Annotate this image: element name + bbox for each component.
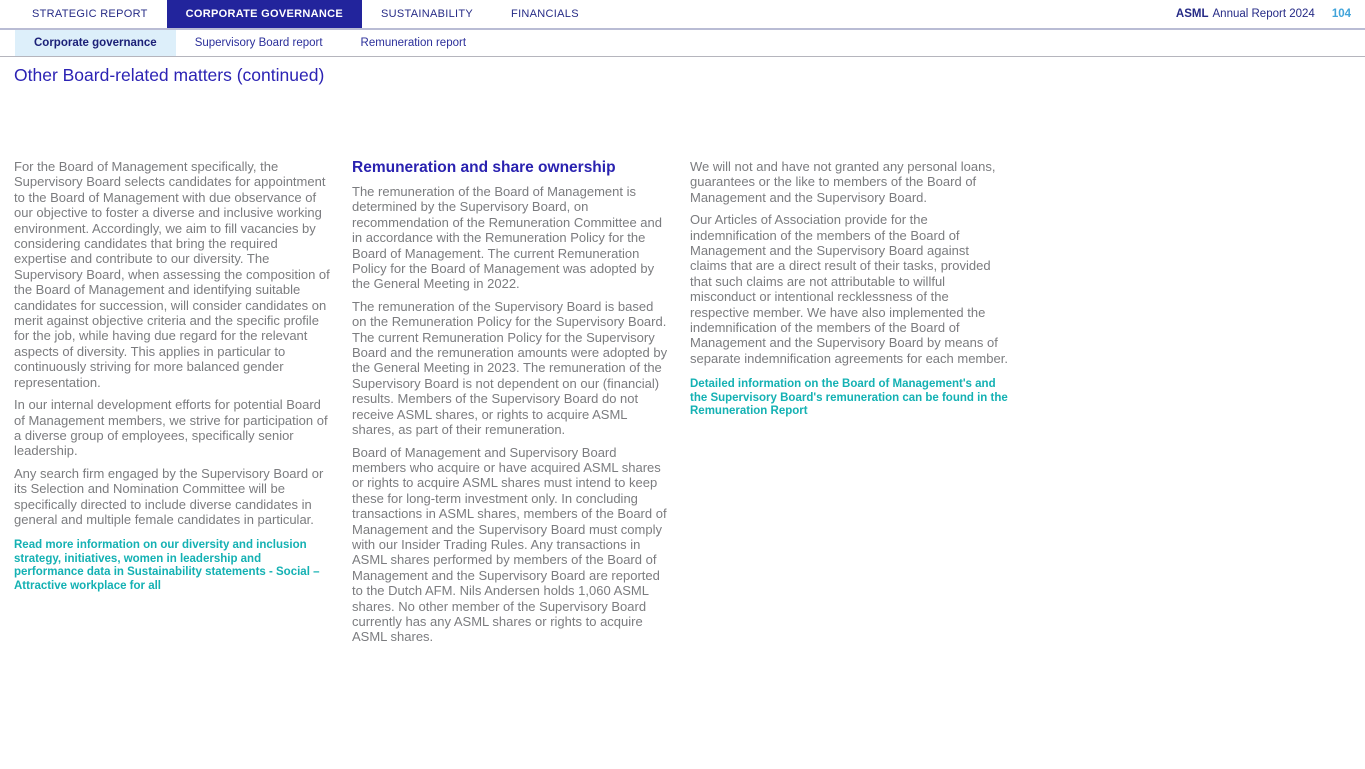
brand-asml: ASML: [1175, 8, 1209, 20]
paragraph: The remuneration of the Board of Management is determined by the Supervisory Board, on recommendation of the Remuneration Committee and in accordance with the Remuneration Policy for the Board of Management. The current Remuneration Policy for the Board of Management was adopted by the General Meeting in 2022.: [352, 184, 662, 292]
subnav-item-supervisory-board-report[interactable]: Supervisory Board report: [194, 37, 323, 49]
subnav-item-remuneration-report[interactable]: Remuneration report: [360, 37, 467, 49]
page-number: 104: [1331, 8, 1351, 20]
tab-strategic-report[interactable]: STRATEGIC REPORT: [32, 8, 148, 20]
paragraph: In our internal development efforts for potential Board of Management members, we strive for participation of a diverse group of employees, specifically senior leadership.: [14, 397, 328, 459]
report-title: Annual Report 2024: [1212, 8, 1315, 20]
content-column-2: [352, 159, 670, 652]
sub-nav: [0, 30, 1365, 57]
paragraph: We will not and have not granted any personal loans, guarantees or the like to members of the Board of Management and the Supervisory Board.: [690, 159, 996, 205]
subnav-item-corporate-governance[interactable]: Corporate governance: [15, 30, 176, 56]
section-heading-remuneration-and-share-ownership: Remuneration and share ownership: [352, 159, 616, 176]
paragraph: The remuneration of the Supervisory Board is based on the Remuneration Policy for the Supervisory Board. The current Remuneration Policy for the Supervisory Board and the remuneration amounts were adopted by the General Meeting in 2023. The remuneration of the Supervisory Board is not dependent on our (financial) results. Members of the Supervisory Board do not receive ASML shares, or rights to acquire ASML shares, as part of their remuneration.: [352, 298, 668, 438]
paragraph: Any search firm engaged by the Supervisory Board or its Selection and Nomination Committee will be specifically directed to include diverse candidates in general and multiple female candidates in particular.: [14, 465, 324, 527]
top-nav: [0, 0, 1365, 30]
cross-reference-link-remuneration-report[interactable]: Detailed information on the Board of Management's and the Supervisory Board's remuneration can be found in the Remuneration Report: [690, 378, 1008, 418]
tab-corporate-governance[interactable]: CORPORATE GOVERNANCE: [167, 0, 362, 28]
report-header: [1176, 0, 1365, 28]
paragraph: Our Articles of Association provide for the indemnification of the members of the Board of Management and the Supervisory Board against claims that are a direct result of their tasks, provided that such claims are not attributable to willful misconduct or intentional recklessness of the respective member. We have also implemented the indemnification of the members of the Board of Management and the Supervisory Board by means of separate indemnification agreements for each member.: [690, 212, 1008, 366]
paragraph: For the Board of Management specifically, the Supervisory Board selects candidates for appointment to the Board of Management with due observance of our objective to foster a diverse and inclusive working environment. Accordingly, we aim to fill vacancies by considering candidates that bring the required expertise and contribute to our diversity. The Supervisory Board, when assessing the composition of the Board of Management and identifying suitable candidates for succession, will consider candidates on merit against objective criteria and the specific profile for the job, while having due regard for the relevant aspects of diversity. This applies in particular to continuously striving for more balanced gender representation.: [14, 159, 330, 390]
page-title: Other Board-related matters (continued): [14, 65, 325, 85]
tab-financials[interactable]: FINANCIALS: [511, 8, 579, 20]
tab-sustainability[interactable]: SUSTAINABILITY: [381, 8, 474, 20]
paragraph: Board of Management and Supervisory Board members who acquire or have acquired ASML shares or rights to acquire ASML shares must intend to keep these for long-term investment only. In concluding transactions in ASML shares, members of the Board of Management and the Supervisory Board must comply with our Insider Trading Rules. Any transactions in ASML shares performed by members of the Board of Management and the Supervisory Board are reported to the Dutch AFM. Nils Andersen holds 1,060 ASML shares. No other member of the Supervisory Board currently has any ASML shares or rights to acquire ASML shares.: [352, 444, 667, 645]
content-column-3: [690, 159, 1008, 652]
content-area: [0, 159, 1365, 652]
content-column-1: [14, 159, 332, 652]
cross-reference-link-diversity[interactable]: Read more information on our diversity and inclusion strategy, initiatives, women in leadership and performance data in Sustainability statements - Social – Attractive workplace for all: [14, 539, 320, 592]
